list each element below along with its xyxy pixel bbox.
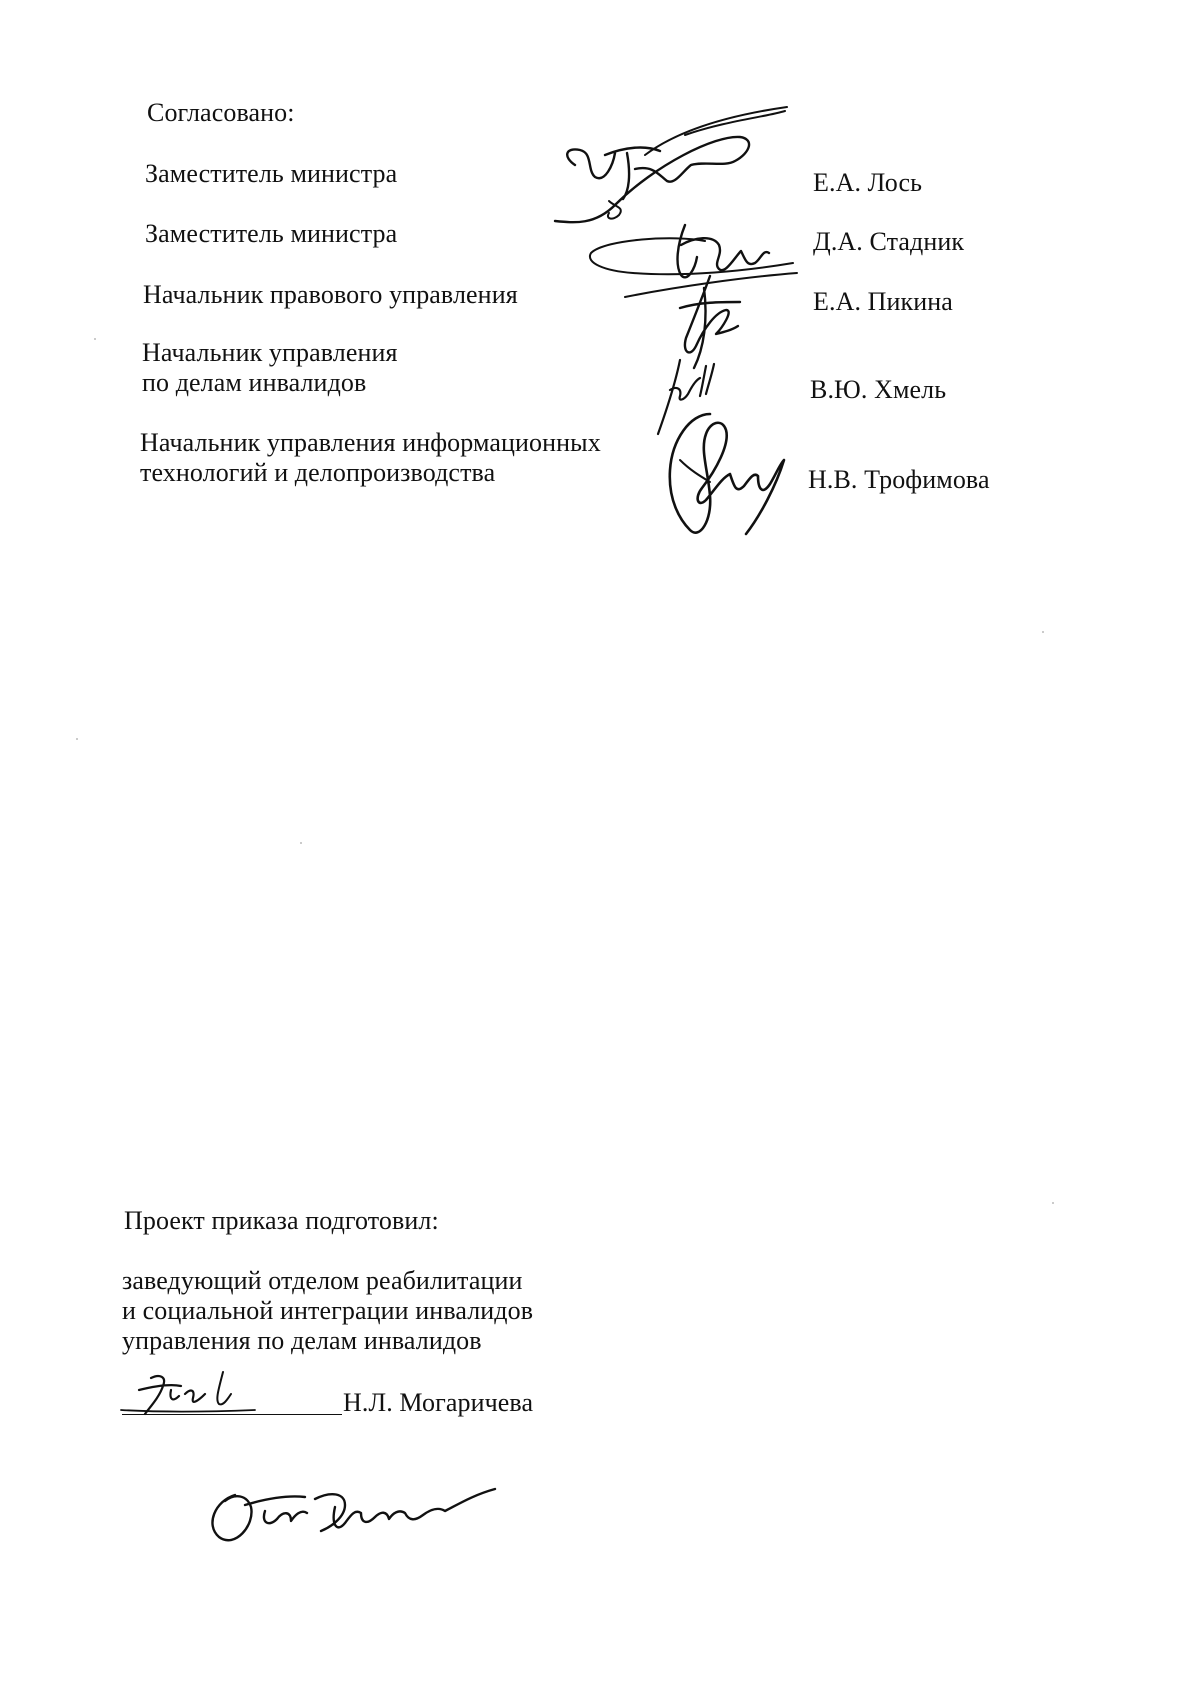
prepared-heading: Проект приказа подготовил:	[124, 1206, 439, 1235]
name-pikina: Е.А. Пикина	[813, 287, 953, 316]
name-mogaricheva: Н.Л. Могаричева	[343, 1388, 534, 1417]
position-deputy-minister-2: Заместитель министра	[145, 219, 398, 248]
scan-speck	[300, 842, 302, 844]
signature-trofimova	[650, 400, 810, 550]
name-khmel: В.Ю. Хмель	[810, 375, 947, 404]
name-trofimova: Н.В. Трофимова	[808, 465, 990, 494]
position-head-disability-line1: Начальник управления	[142, 338, 398, 367]
preparer-position-line2: и социальной интеграции инвалидов	[122, 1296, 534, 1325]
position-head-it-line1: Начальник управления информационных	[140, 428, 601, 457]
name-stadnik: Д.А. Стадник	[813, 227, 965, 256]
position-head-legal: Начальник правового управления	[143, 280, 518, 309]
signature-bottom	[195, 1465, 515, 1555]
preparer-position-line3: управления по делам инвалидов	[122, 1326, 482, 1355]
scan-speck	[1042, 631, 1044, 633]
preparer-position-line1: заведующий отделом реабилитации	[122, 1266, 523, 1295]
position-head-disability-line2: по делам инвалидов	[142, 368, 367, 397]
signature-mogaricheva	[115, 1360, 265, 1430]
name-los: Е.А. Лось	[813, 168, 923, 197]
scan-speck	[1052, 1202, 1054, 1204]
scan-speck	[94, 338, 96, 340]
position-head-it-line2: технологий и делопроизводства	[140, 458, 496, 487]
scan-speck	[76, 738, 78, 740]
position-deputy-minister-1: Заместитель министра	[145, 159, 398, 188]
approval-heading: Согласовано:	[147, 98, 295, 127]
